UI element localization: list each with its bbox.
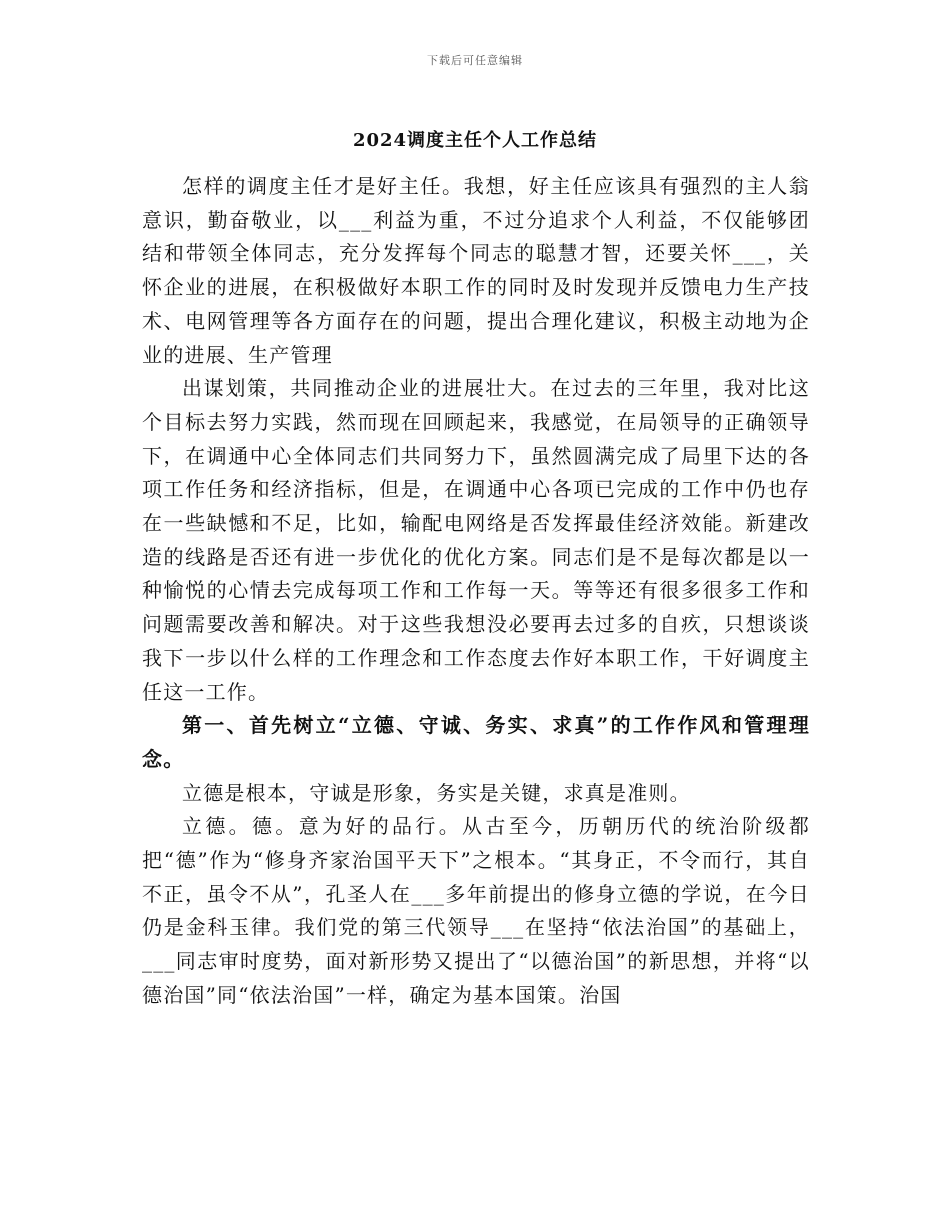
- page-header-note: 下载后可任意编辑: [427, 54, 523, 67]
- paragraph-3: 立德是根本，守诚是形象，务实是关键，求真是准则。: [182, 780, 691, 805]
- section-heading-1: 第一、首先树立“立德、守诚、务实、求真”的工作作风和管理理念。: [142, 713, 810, 771]
- document-title: 2024调度主任个人工作总结: [352, 130, 598, 151]
- paragraph-4: 立德。德。意为好的品行。从古至今，历朝历代的统治阶级都把“德”作为“修身齐家治国平天下”之根本。“其身正，不令而行，其自不正，虽令不从”，孔圣人在___多年前提出的修身立德的学说，在今日仍是金科玉律。我们党的第三代领导___在坚持“依法治国”的基础上，___同志审时度势，面对新形势又提出了“以德治国”的新思想，并将“以德治国”同“依法治国”一样，确定为基本国策。治国: [142, 814, 810, 1007]
- document-body: [142, 170, 810, 1013]
- paragraph-2: 出谋划策，共同推动企业的进展壮大。在过去的三年里，我对比这个目标去努力实践，然而现在回顾起来，我感觉，在局领导的正确领导下，在调通中心全体同志们共同努力下，虽然圆满完成了局里下达的各项工作任务和经济指标，但是，在调通中心各项已完成的工作中仍也存在一些缺憾和不足，比如，输配电网络是否发挥最佳经济效能。新建改造的线路是否还有进一步优化的优化方案。同志们是不是每次都是以一种愉悦的心情去完成每项工作和工作每一天。等等还有很多很多工作和问题需要改善和解决。对于这些我想没必要再去过多的自疚，只想谈谈我下一步以什么样的工作理念和工作态度去作好本职工作，干好调度主任这一工作。: [142, 376, 810, 704]
- paragraph-1: 怎样的调度主任才是好主任。我想，好主任应该具有强烈的主人翁意识，勤奋敬业，以___利益为重，不过分追求个人利益，不仅能够团结和带领全体同志，充分发挥每个同志的聪慧才智，还要关怀___，关怀企业的进展，在积极做好本职工作的同时及时发现并反馈电力生产技术、电网管理等各方面存在的问题，提出合理化建议，积极主动地为企业的进展、生产管理: [142, 174, 810, 367]
